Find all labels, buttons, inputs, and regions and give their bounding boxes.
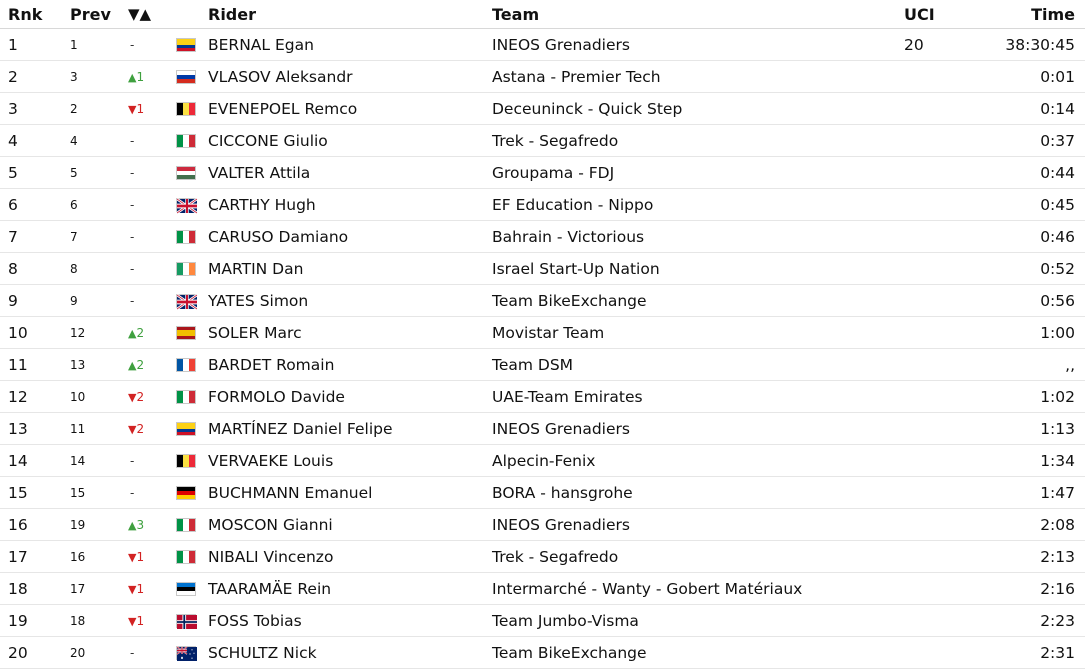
rider-name-link[interactable]: FORMOLO Davide [208, 381, 492, 413]
rank-change-cell [128, 413, 176, 445]
position-up-indicator: ▲2 [128, 325, 145, 340]
time-cell: ,, [964, 349, 1085, 381]
position-down-indicator: ▼1 [128, 613, 145, 628]
flag-cell [176, 349, 208, 381]
table-row[interactable] [0, 221, 1085, 253]
flag-nor-icon [176, 614, 196, 628]
flag-ger-icon [176, 486, 196, 500]
col-header-flag [176, 0, 208, 29]
table-row[interactable] [0, 61, 1085, 93]
rank-cell: 8 [0, 253, 66, 285]
uci-points-cell [904, 413, 964, 445]
rank-change-cell [128, 605, 176, 637]
position-unchanged-indicator: - [130, 261, 135, 276]
uci-points-cell [904, 317, 964, 349]
prev-rank-cell: 9 [66, 285, 128, 317]
time-cell: 1:00 [964, 317, 1085, 349]
rank-cell: 15 [0, 477, 66, 509]
time-cell: 0:01 [964, 61, 1085, 93]
flag-hun-icon [176, 166, 196, 180]
table-row[interactable] [0, 541, 1085, 573]
rank-cell: 17 [0, 541, 66, 573]
flag-cell [176, 29, 208, 61]
prev-rank-cell: 20 [66, 637, 128, 669]
prev-rank-cell: 6 [66, 189, 128, 221]
time-cell: 1:34 [964, 445, 1085, 477]
uci-points-cell [904, 253, 964, 285]
flag-cell [176, 445, 208, 477]
col-header-uci[interactable]: UCI [904, 0, 964, 29]
rider-name-link[interactable]: MOSCON Gianni [208, 509, 492, 541]
uci-points-cell [904, 93, 964, 125]
rank-change-cell [128, 509, 176, 541]
uci-points-cell [904, 477, 964, 509]
uci-points-cell [904, 381, 964, 413]
flag-aus-icon [176, 646, 196, 660]
flag-cell [176, 61, 208, 93]
prev-rank-cell: 2 [66, 93, 128, 125]
position-unchanged-indicator: - [130, 229, 135, 244]
flag-cell [176, 189, 208, 221]
position-unchanged-indicator: - [130, 485, 135, 500]
team-name-link[interactable]: UAE-Team Emirates [492, 381, 904, 413]
rider-name-link[interactable]: CICCONE Giulio [208, 125, 492, 157]
rank-cell: 1 [0, 29, 66, 61]
position-unchanged-indicator: - [130, 293, 135, 308]
rank-change-cell [128, 381, 176, 413]
arrow-up-icon: ▲ [128, 326, 137, 340]
time-cell: 0:56 [964, 285, 1085, 317]
prev-rank-cell: 12 [66, 317, 128, 349]
rider-name-link[interactable]: CARTHY Hugh [208, 189, 492, 221]
prev-rank-cell: 17 [66, 573, 128, 605]
flag-ita-icon [176, 390, 196, 404]
prev-rank-cell: 18 [66, 605, 128, 637]
rank-change-cell [128, 285, 176, 317]
rank-change-cell [128, 541, 176, 573]
position-down-indicator: ▼2 [128, 421, 145, 436]
team-name-link[interactable]: Team BikeExchange [492, 637, 904, 669]
rider-name-link[interactable]: NIBALI Vincenzo [208, 541, 492, 573]
time-cell: 1:13 [964, 413, 1085, 445]
flag-cell [176, 573, 208, 605]
table-row[interactable] [0, 189, 1085, 221]
rider-name-link[interactable]: BUCHMANN Emanuel [208, 477, 492, 509]
flag-cell [176, 285, 208, 317]
table-row[interactable] [0, 349, 1085, 381]
table-row[interactable] [0, 637, 1085, 669]
table-row[interactable] [0, 381, 1085, 413]
table-row[interactable] [0, 253, 1085, 285]
rider-name-link[interactable]: VALTER Attila [208, 157, 492, 189]
col-header-rider[interactable]: Rider [208, 0, 492, 29]
rank-cell: 19 [0, 605, 66, 637]
time-cell: 0:52 [964, 253, 1085, 285]
position-unchanged-indicator: - [130, 645, 135, 660]
team-name-link[interactable]: Team Jumbo-Visma [492, 605, 904, 637]
rank-cell: 14 [0, 445, 66, 477]
team-name-link[interactable]: Intermarché - Wanty - Gobert Matériaux [492, 573, 904, 605]
rank-change-cell [128, 157, 176, 189]
uci-points-cell [904, 541, 964, 573]
rank-cell: 13 [0, 413, 66, 445]
flag-rus-icon [176, 70, 196, 84]
uci-points-cell [904, 573, 964, 605]
rank-cell: 16 [0, 509, 66, 541]
col-header-change[interactable]: ▼▲ [128, 0, 176, 29]
flag-cell [176, 541, 208, 573]
rank-cell: 2 [0, 61, 66, 93]
time-cell: 0:44 [964, 157, 1085, 189]
position-down-indicator: ▼1 [128, 581, 145, 596]
uci-points-cell: 20 [904, 29, 964, 61]
rider-name-link[interactable]: BERNAL Egan [208, 29, 492, 61]
uci-points-cell [904, 285, 964, 317]
time-cell: 1:02 [964, 381, 1085, 413]
flag-cell [176, 253, 208, 285]
arrow-up-icon: ▲ [128, 70, 137, 84]
rank-change-cell [128, 317, 176, 349]
team-name-link[interactable]: Groupama - FDJ [492, 157, 904, 189]
prev-rank-cell: 13 [66, 349, 128, 381]
flag-col-icon [176, 422, 196, 436]
table-row[interactable] [0, 605, 1085, 637]
rider-name-link[interactable]: SCHULTZ Nick [208, 637, 492, 669]
team-name-link[interactable]: EF Education - Nippo [492, 189, 904, 221]
time-cell: 2:16 [964, 573, 1085, 605]
uci-points-cell [904, 605, 964, 637]
header-row [0, 0, 1085, 29]
rank-cell: 12 [0, 381, 66, 413]
rank-cell: 3 [0, 93, 66, 125]
position-down-indicator: ▼1 [128, 101, 145, 116]
rank-change-cell [128, 221, 176, 253]
team-name-link[interactable]: Israel Start-Up Nation [492, 253, 904, 285]
flag-ita-icon [176, 134, 196, 148]
rank-cell: 11 [0, 349, 66, 381]
rank-change-cell [128, 349, 176, 381]
table-row[interactable] [0, 93, 1085, 125]
time-cell: 1:47 [964, 477, 1085, 509]
team-name-link[interactable]: INEOS Grenadiers [492, 29, 904, 61]
flag-bel-icon [176, 102, 196, 116]
team-name-link[interactable]: Bahrain - Victorious [492, 221, 904, 253]
rider-name-link[interactable]: EVENEPOEL Remco [208, 93, 492, 125]
team-name-link[interactable]: Team BikeExchange [492, 285, 904, 317]
arrow-down-icon: ▼ [128, 614, 137, 628]
uci-points-cell [904, 125, 964, 157]
team-name-link[interactable]: Deceuninck - Quick Step [492, 93, 904, 125]
rank-change-cell [128, 445, 176, 477]
time-cell: 2:13 [964, 541, 1085, 573]
table-row[interactable] [0, 413, 1085, 445]
rider-name-link[interactable]: SOLER Marc [208, 317, 492, 349]
rank-cell: 20 [0, 637, 66, 669]
flag-fra-icon [176, 358, 196, 372]
table-row[interactable] [0, 157, 1085, 189]
rider-name-link[interactable]: VLASOV Aleksandr [208, 61, 492, 93]
team-name-link[interactable]: INEOS Grenadiers [492, 413, 904, 445]
table-row[interactable] [0, 125, 1085, 157]
rank-change-cell [128, 477, 176, 509]
position-down-indicator: ▼2 [128, 389, 145, 404]
rank-change-cell [128, 93, 176, 125]
rider-name-link[interactable]: FOSS Tobias [208, 605, 492, 637]
prev-rank-cell: 3 [66, 61, 128, 93]
position-up-indicator: ▲3 [128, 517, 145, 532]
position-unchanged-indicator: - [130, 453, 135, 468]
col-header-prev[interactable]: Prev [66, 0, 128, 29]
prev-rank-cell: 14 [66, 445, 128, 477]
arrow-down-icon: ▼ [128, 582, 137, 596]
rank-cell: 10 [0, 317, 66, 349]
flag-cell [176, 125, 208, 157]
flag-cell [176, 221, 208, 253]
flag-cell [176, 637, 208, 669]
flag-irl-icon [176, 262, 196, 276]
rank-change-cell [128, 573, 176, 605]
arrow-down-icon: ▼ [128, 390, 137, 404]
flag-cell [176, 509, 208, 541]
team-name-link[interactable]: Alpecin-Fenix [492, 445, 904, 477]
rank-cell: 18 [0, 573, 66, 605]
flag-col-icon [176, 38, 196, 52]
flag-cell [176, 93, 208, 125]
rank-change-cell [128, 125, 176, 157]
rank-change-cell [128, 189, 176, 221]
arrow-up-icon: ▲ [128, 358, 137, 372]
table-row[interactable] [0, 317, 1085, 349]
flag-ita-icon [176, 518, 196, 532]
flag-cell [176, 317, 208, 349]
uci-points-cell [904, 637, 964, 669]
time-cell: 2:23 [964, 605, 1085, 637]
table-row[interactable] [0, 285, 1085, 317]
prev-rank-cell: 19 [66, 509, 128, 541]
col-header-time[interactable]: Time [964, 0, 1085, 29]
rank-change-cell [128, 253, 176, 285]
flag-cell [176, 477, 208, 509]
uci-points-cell [904, 157, 964, 189]
col-header-rank[interactable]: Rnk [0, 0, 66, 29]
team-name-link[interactable]: INEOS Grenadiers [492, 509, 904, 541]
rider-name-link[interactable]: MARTÍNEZ Daniel Felipe [208, 413, 492, 445]
flag-ita-icon [176, 230, 196, 244]
rider-name-link[interactable]: CARUSO Damiano [208, 221, 492, 253]
flag-gbr-icon [176, 294, 196, 308]
prev-rank-cell: 16 [66, 541, 128, 573]
col-header-team[interactable]: Team [492, 0, 904, 29]
team-name-link[interactable]: Team DSM [492, 349, 904, 381]
uci-points-cell [904, 189, 964, 221]
rider-name-link[interactable]: MARTIN Dan [208, 253, 492, 285]
uci-points-cell [904, 509, 964, 541]
time-cell: 2:31 [964, 637, 1085, 669]
flag-cell [176, 605, 208, 637]
prev-rank-cell: 7 [66, 221, 128, 253]
rider-name-link[interactable]: BARDET Romain [208, 349, 492, 381]
results-body [0, 29, 1085, 669]
team-name-link[interactable]: Trek - Segafredo [492, 541, 904, 573]
flag-bel-icon [176, 454, 196, 468]
uci-points-cell [904, 221, 964, 253]
team-name-link[interactable]: BORA - hansgrohe [492, 477, 904, 509]
table-row[interactable] [0, 509, 1085, 541]
prev-rank-cell: 8 [66, 253, 128, 285]
prev-rank-cell: 15 [66, 477, 128, 509]
position-unchanged-indicator: - [130, 165, 135, 180]
rider-name-link[interactable]: VERVAEKE Louis [208, 445, 492, 477]
arrow-up-icon: ▲ [128, 518, 137, 532]
uci-points-cell [904, 349, 964, 381]
flag-cell [176, 413, 208, 445]
flag-esp-icon [176, 326, 196, 340]
flag-ita-icon [176, 550, 196, 564]
table-row[interactable] [0, 573, 1085, 605]
flag-gbr-icon [176, 198, 196, 212]
flag-cell [176, 157, 208, 189]
team-name-link[interactable]: Astana - Premier Tech [492, 61, 904, 93]
rank-cell: 4 [0, 125, 66, 157]
rank-change-cell [128, 29, 176, 61]
arrow-down-icon: ▼ [128, 550, 137, 564]
time-cell: 0:46 [964, 221, 1085, 253]
table-row[interactable] [0, 445, 1085, 477]
table-row[interactable] [0, 477, 1085, 509]
position-up-indicator: ▲2 [128, 357, 145, 372]
arrow-down-icon: ▼ [128, 422, 137, 436]
time-cell: 0:37 [964, 125, 1085, 157]
flag-est-icon [176, 582, 196, 596]
rank-change-cell [128, 61, 176, 93]
time-cell: 2:08 [964, 509, 1085, 541]
prev-rank-cell: 4 [66, 125, 128, 157]
position-unchanged-indicator: - [130, 197, 135, 212]
uci-points-cell [904, 445, 964, 477]
prev-rank-cell: 5 [66, 157, 128, 189]
position-unchanged-indicator: - [130, 133, 135, 148]
rank-cell: 9 [0, 285, 66, 317]
position-unchanged-indicator: - [130, 37, 135, 52]
position-down-indicator: ▼1 [128, 549, 145, 564]
rider-name-link[interactable]: TAARAMÄE Rein [208, 573, 492, 605]
rank-cell: 6 [0, 189, 66, 221]
prev-rank-cell: 1 [66, 29, 128, 61]
team-name-link[interactable]: Movistar Team [492, 317, 904, 349]
arrow-down-icon: ▼ [128, 102, 137, 116]
rank-change-cell [128, 637, 176, 669]
prev-rank-cell: 10 [66, 381, 128, 413]
flag-cell [176, 381, 208, 413]
rank-cell: 5 [0, 157, 66, 189]
rider-name-link[interactable]: YATES Simon [208, 285, 492, 317]
rank-cell: 7 [0, 221, 66, 253]
prev-rank-cell: 11 [66, 413, 128, 445]
time-cell: 0:14 [964, 93, 1085, 125]
table-row[interactable] [0, 29, 1085, 61]
uci-points-cell [904, 61, 964, 93]
time-cell: 38:30:45 [964, 29, 1085, 61]
position-up-indicator: ▲1 [128, 69, 145, 84]
team-name-link[interactable]: Trek - Segafredo [492, 125, 904, 157]
time-cell: 0:45 [964, 189, 1085, 221]
